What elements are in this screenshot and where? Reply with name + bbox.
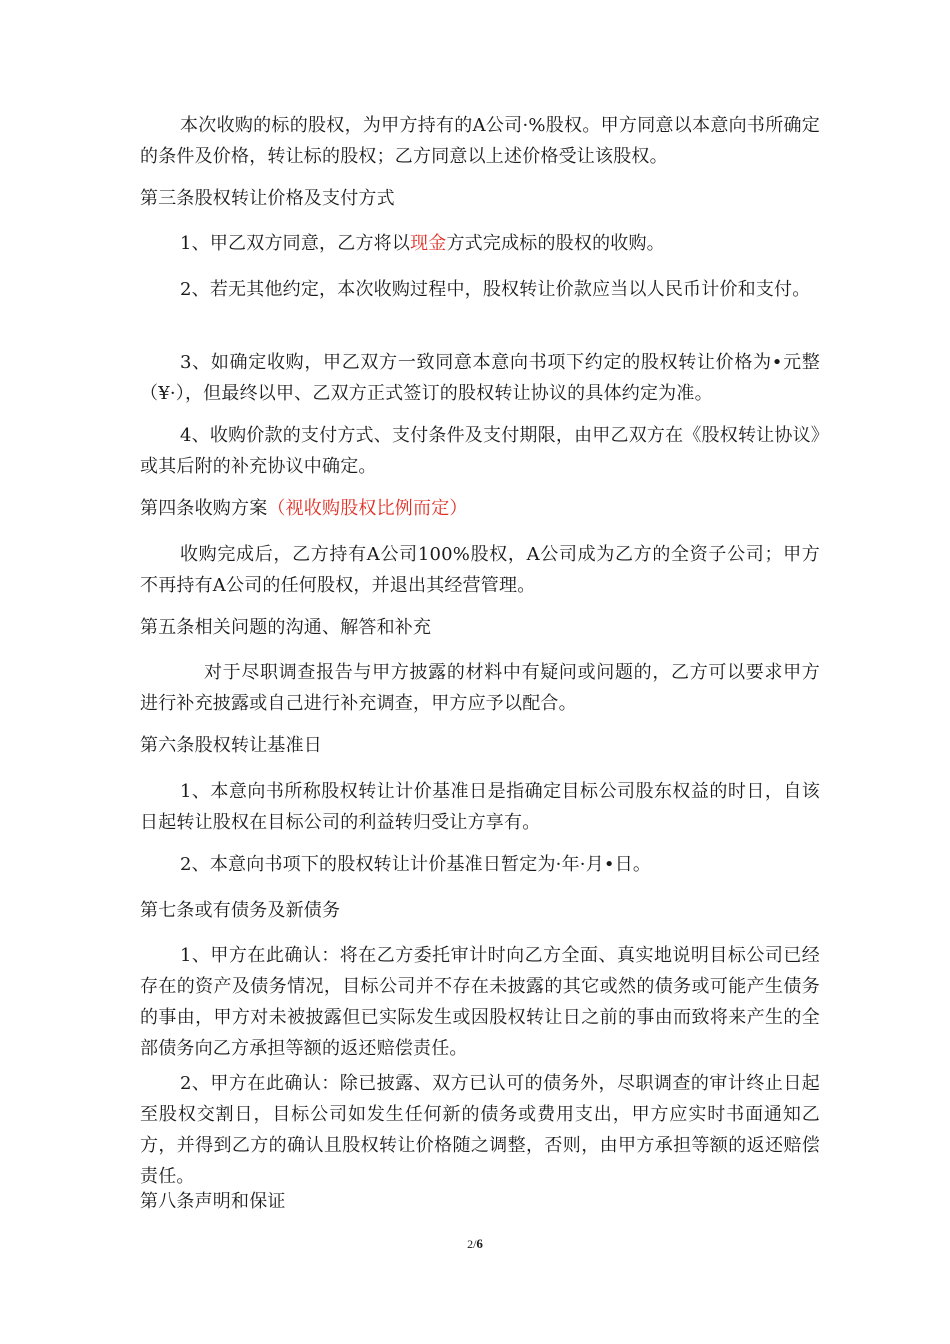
paragraph-target-equity: 本次收购的标的股权，为甲方持有的A公司·%股权。甲方同意以本意向书所确定的条件及价格，转让标的股权；乙方同意以上述价格受让该股权。 [140,115,820,167]
paragraph-3-4: 4、收购价款的支付方式、支付条件及支付期限，由甲乙双方在《股权转让协议》或其后附的补充协议中确定。 [140,425,820,477]
paragraph-7-2: 2、甲方在此确认：除已披露、双方已认可的债务外，尽职调查的审计终止日起至股权交割日，目标公司如发生任何新的债务或费用支出，甲方应实时书面通知乙方，并得到乙方的确认且股权转让价格随之调整，否则，由甲方承担等额的返还赔偿责任。 [140,1073,820,1187]
paragraph-3-1 [140,228,820,259]
paragraph-3-1-text-a: 1、甲乙双方同意，乙方将以 [180,233,411,254]
paragraph-4: 收购完成后，乙方持有A公司100%股权，A公司成为乙方的全资子公司；甲方不再持有A公司的任何股权，并退出其经营管理。 [140,544,820,596]
heading-article-3: 第三条股权转让价格及支付方式 [140,188,395,209]
heading-article-8: 第八条声明和保证 [140,1191,286,1212]
heading-article-5: 第五条相关问题的沟通、解答和补充 [140,617,432,638]
heading-article-7: 第七条或有债务及新债务 [140,900,341,921]
cash-highlight: 现金 [410,233,447,254]
heading-article-4 [140,493,468,524]
paragraph-6-1: 1、本意向书所称股权转让计价基准日是指确定目标公司股东权益的时日，自该日起转让股权在目标公司的利益转归受让方享有。 [140,781,820,833]
paragraph-3-3: 3、如确定收购，甲乙双方一致同意本意向书项下约定的股权转让价格为•元整（¥·），但最终以甲、乙双方正式签订的股权转让协议的具体约定为准。 [140,352,820,404]
page-number-total: 6 [476,1236,483,1251]
paragraph-5: 对于尽职调查报告与甲方披露的材料中有疑问或问题的，乙方可以要求甲方进行补充披露或自己进行补充调查，甲方应予以配合。 [140,662,820,714]
paragraph-7-1: 1、甲方在此确认：将在乙方委托审计时向乙方全面、真实地说明目标公司已经存在的资产及债务情况，目标公司并不存在未披露的其它或然的债务或可能产生债务的事由，甲方对未被披露但已实际发生或因股权转让日之前的事由而致将来产生的全部债务向乙方承担等额的返还赔偿责任。 [140,945,820,1059]
page-number-current: 2/ [467,1237,477,1251]
heading-article-6: 第六条股权转让基准日 [140,735,322,756]
heading-article-4-text: 第四条收购方案 [140,498,268,519]
paragraph-3-1-text-b: 方式完成标的股权的收购。 [446,233,665,254]
heading-article-4-note: （视收购股权比例而定） [267,498,468,519]
page-number [0,1236,950,1252]
paragraph-6-2: 2、本意向书项下的股权转让计价基准日暂定为·年·月•日。 [180,854,652,875]
paragraph-3-2: 2、若无其他约定，本次收购过程中，股权转让价款应当以人民币计价和支付。 [180,279,811,300]
